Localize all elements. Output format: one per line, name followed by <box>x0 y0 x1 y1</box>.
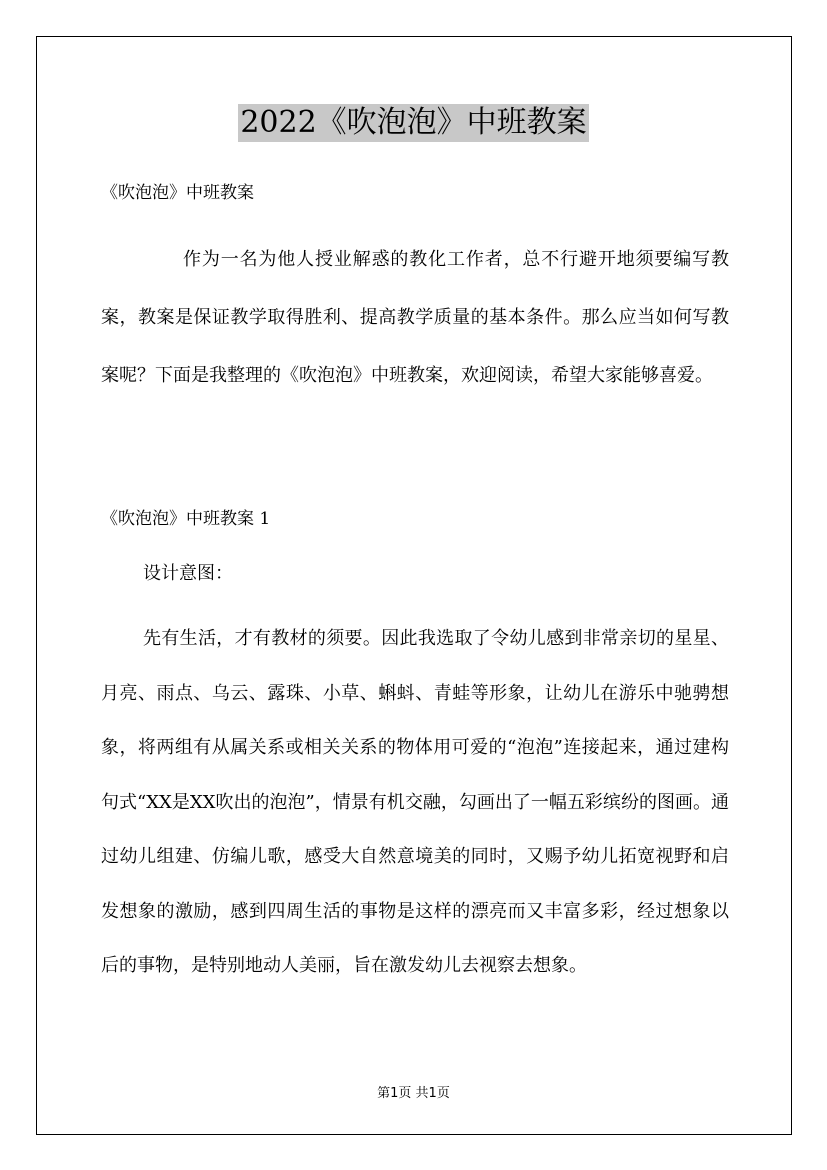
document-title: 2022《吹泡泡》中班教案 <box>240 105 587 140</box>
page-footer: 第1页 共1页 <box>377 1086 450 1101</box>
section-title: 《吹泡泡》中班教案 1 <box>101 509 271 529</box>
intro-paragraph: 作为一名为他人授业解惑的教化工作者，总不行避开地须要编写教案，教案是保证教学取得胜利、提高教学质量的基本条件。那么应当如何写教案呢？下面是我整理的《吹泡泡》中班教案，欢迎阅读，希望大家能够喜爱。 <box>101 249 729 386</box>
design-intent-paragraph: 先有生活，才有教材的须要。因此我选取了令幼儿感到非常亲切的星星、月亮、雨点、乌云、露珠、小草、蝌蚪、青蛙等形象，让幼儿在游乐中驰骋想象，将两组有从属关系或相关关系的物体用可爱的“泡泡”连接起来，通过建构句式“XX是XX吹出的泡泡”，情景有机交融，勾画出了一幅五彩缤纷的图画。通过幼儿组建、仿编儿歌，感受大自然意境美的同时，又赐予幼儿拓宽视野和启发想象的激励，感到四周生活的事物是这样的漂亮而又丰富多彩，经过想象以后的事物，是特别地动人美丽，旨在激发幼儿去视察去想象。 <box>101 628 729 976</box>
document-subtitle: 《吹泡泡》中班教案 <box>101 183 254 203</box>
title-container <box>0 104 827 142</box>
design-intent-label: 设计意图： <box>143 563 233 584</box>
